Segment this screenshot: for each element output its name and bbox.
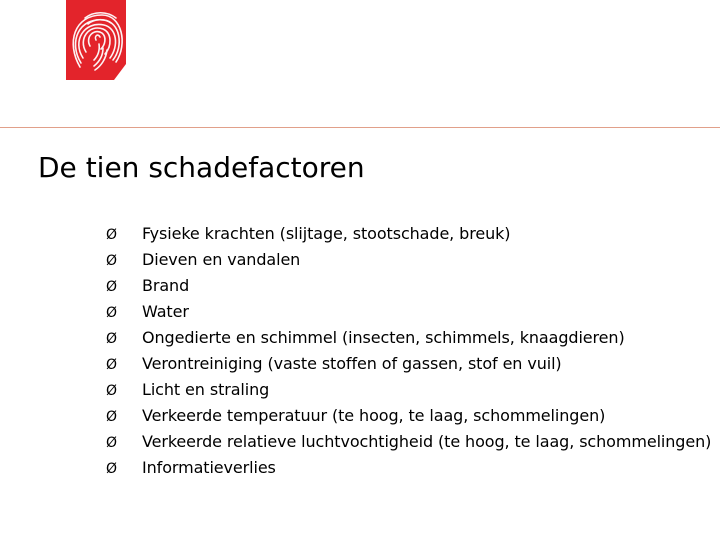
list-item bbox=[106, 325, 711, 351]
arrowhead-bullet-icon: Ø bbox=[106, 253, 118, 269]
arrowhead-bullet-icon: Ø bbox=[106, 227, 118, 243]
list-item-text: Licht en straling bbox=[142, 380, 270, 399]
arrowhead-bullet-icon: Ø bbox=[106, 331, 118, 347]
list-item-text: Water bbox=[142, 302, 189, 321]
list-item-text: Ongedierte en schimmel (insecten, schimmels, knaagdieren) bbox=[142, 328, 625, 347]
arrowhead-bullet-icon: Ø bbox=[106, 461, 118, 477]
arrowhead-bullet-icon: Ø bbox=[106, 279, 118, 295]
list-item-text: Verontreiniging (vaste stoffen of gassen, stof en vuil) bbox=[142, 354, 562, 373]
arrowhead-bullet-icon: Ø bbox=[106, 305, 118, 321]
list-item bbox=[106, 403, 711, 429]
list-item bbox=[106, 299, 711, 325]
arrowhead-bullet-icon: Ø bbox=[106, 409, 118, 425]
list-item bbox=[106, 247, 711, 273]
list-item bbox=[106, 455, 711, 481]
list-item-text: Verkeerde relatieve luchtvochtigheid (te hoog, te laag, schommelingen) bbox=[142, 432, 712, 451]
list-item bbox=[106, 273, 711, 299]
arrowhead-bullet-icon: Ø bbox=[106, 435, 118, 451]
list-item-text: Dieven en vandalen bbox=[142, 250, 301, 269]
header-divider bbox=[0, 127, 720, 128]
bullet-list bbox=[106, 221, 711, 481]
list-item bbox=[106, 351, 711, 377]
fingerprint-logo-icon bbox=[66, 0, 126, 80]
list-item-text: Brand bbox=[142, 276, 190, 295]
list-item bbox=[106, 429, 711, 455]
arrowhead-bullet-icon: Ø bbox=[106, 383, 118, 399]
list-item-text: Informatieverlies bbox=[142, 458, 276, 477]
list-item bbox=[106, 221, 711, 247]
arrowhead-bullet-icon: Ø bbox=[106, 357, 118, 373]
list-item bbox=[106, 377, 711, 403]
slide-title: De tien schadefactoren bbox=[38, 151, 365, 184]
list-item-text: Fysieke krachten (slijtage, stootschade, breuk) bbox=[142, 224, 511, 243]
list-item-text: Verkeerde temperatuur (te hoog, te laag, schommelingen) bbox=[142, 406, 606, 425]
